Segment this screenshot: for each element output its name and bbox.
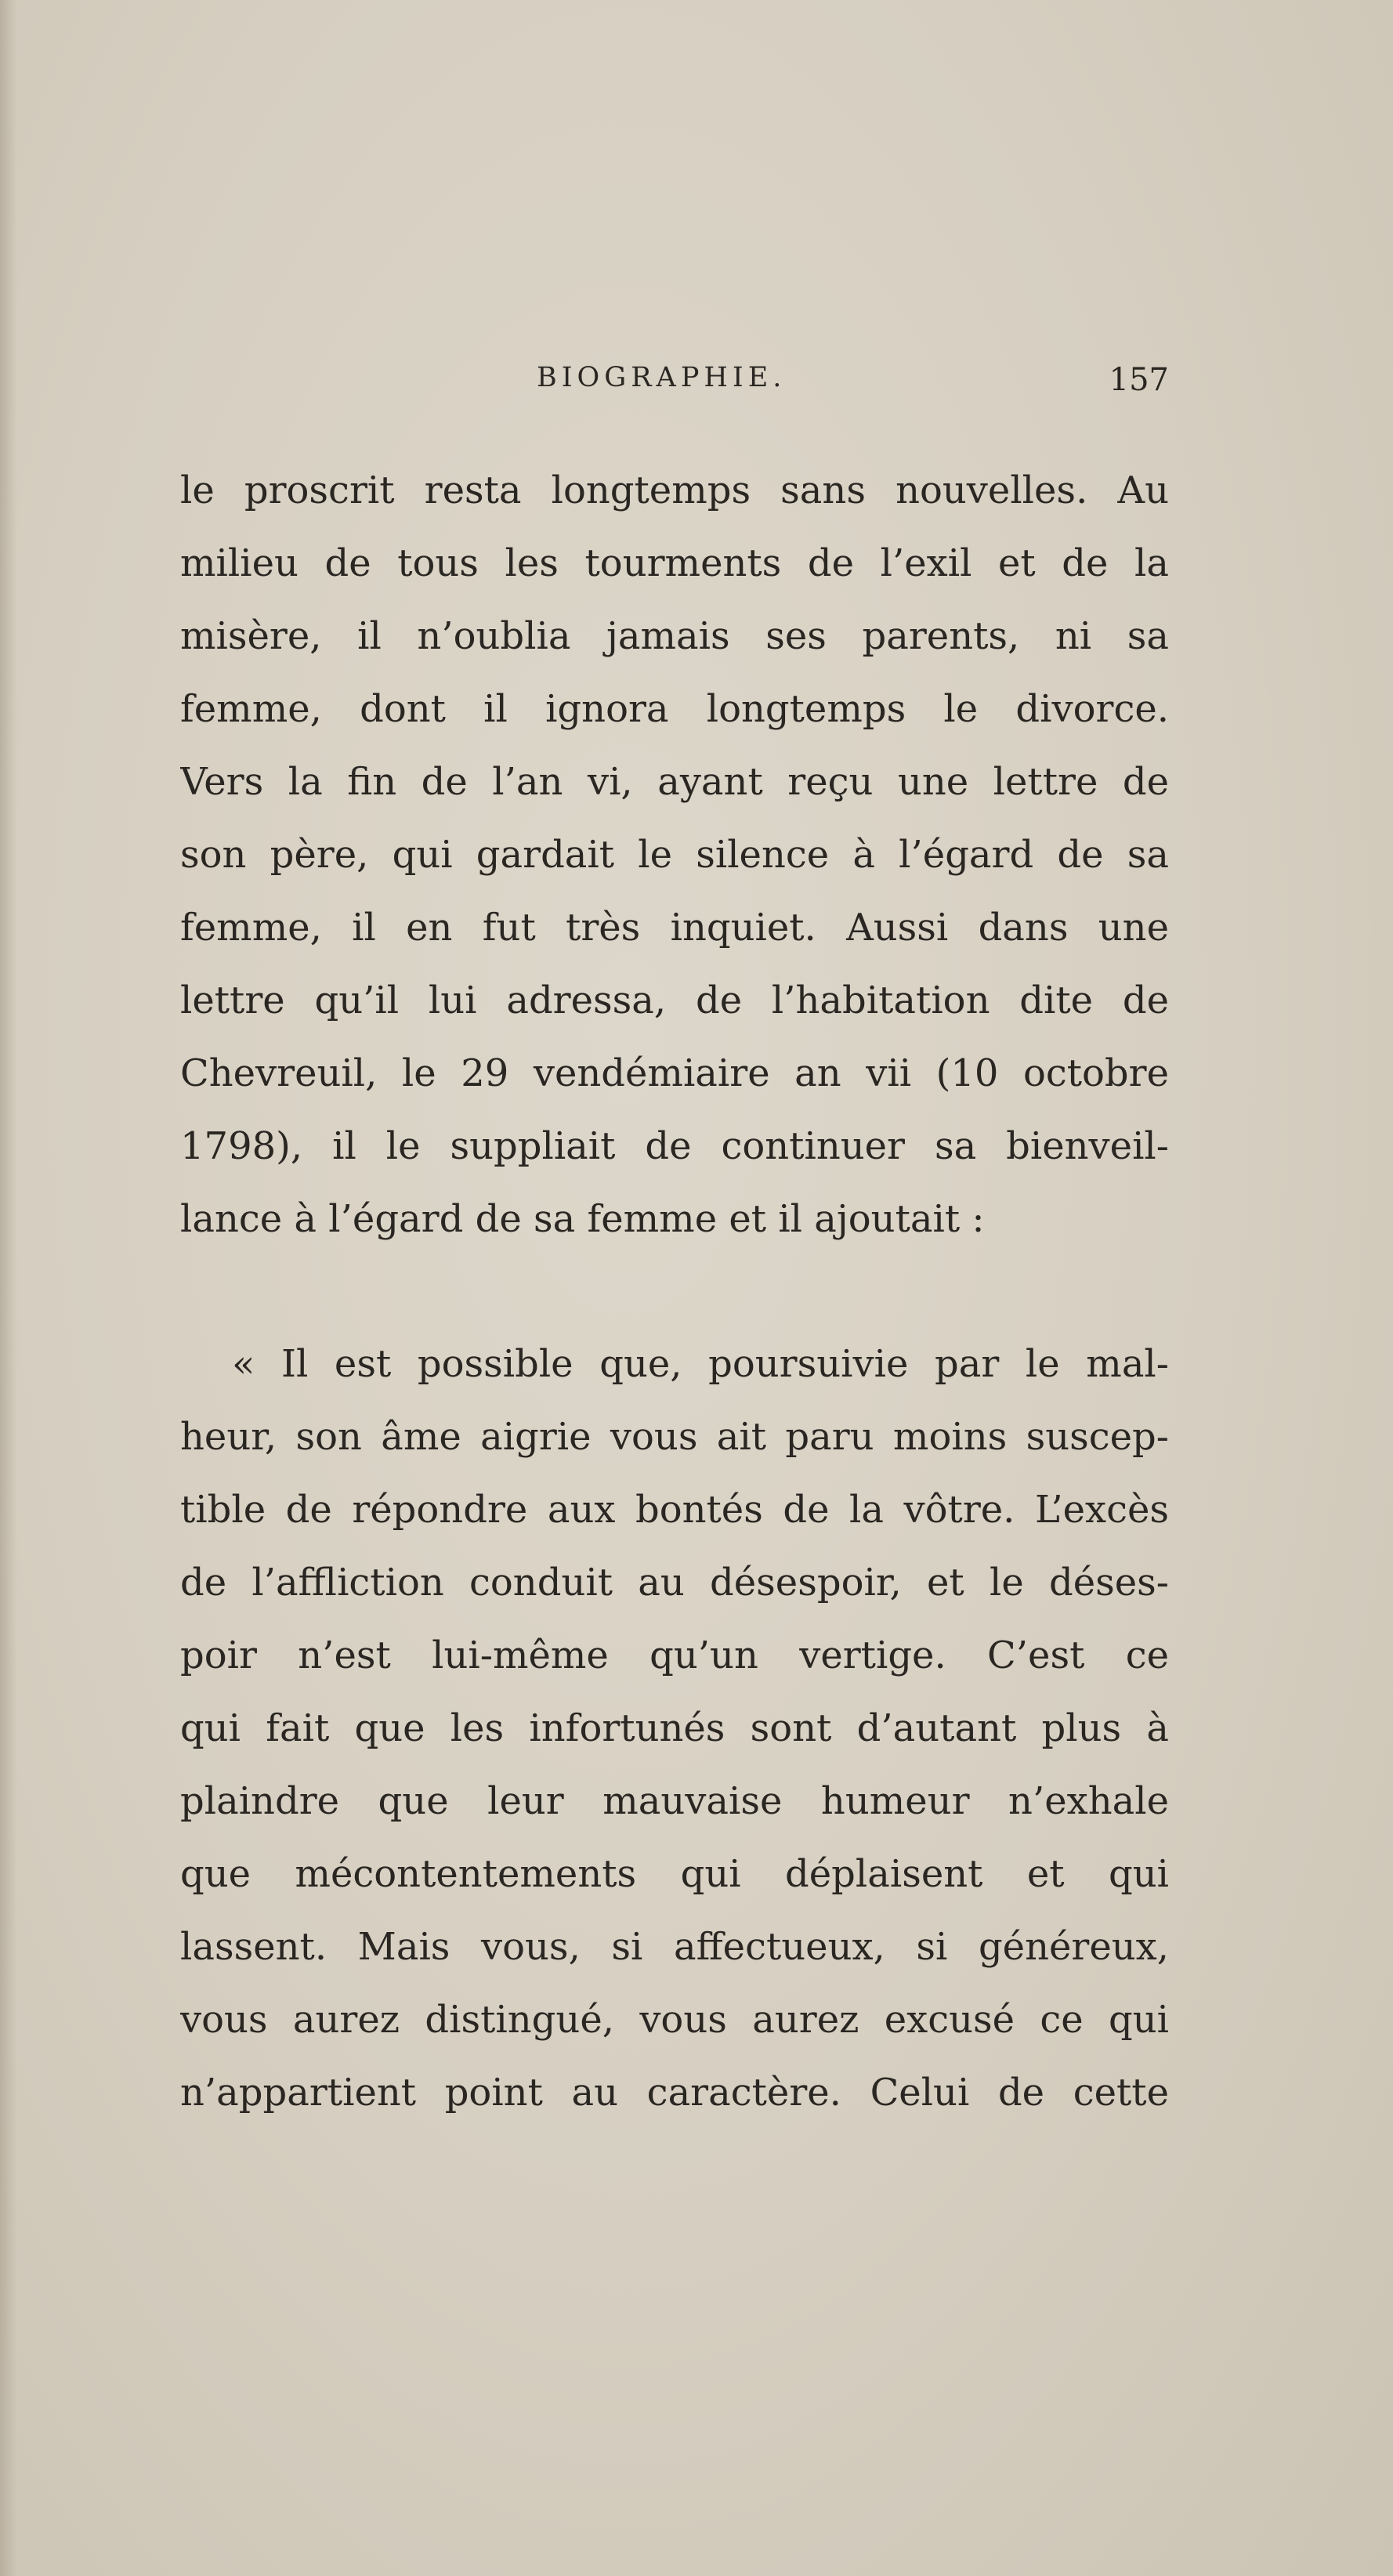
text-line: milieu de tous les tourments de l’exil et de la xyxy=(180,541,1169,585)
text-line: n’appartient point au caractère. Celui de cette xyxy=(180,2071,1169,2115)
text-line: femme, il en fut très inquiet. Aussi dans une xyxy=(180,906,1169,950)
text-line: le proscrit resta longtemps sans nouvelles. Au xyxy=(180,469,1169,512)
text-line: que mécontentements qui déplaisent et qui xyxy=(180,1852,1169,1896)
text-line: vous aurez distingué, vous aurez excusé ce qui xyxy=(180,1998,1169,2042)
text-line: « Il est possible que, poursuivie par le mal- xyxy=(232,1342,1169,1386)
text-line: misère, il n’oublia jamais ses parents, ni sa xyxy=(180,614,1169,658)
text-line: plaindre que leur mauvaise humeur n’exhale xyxy=(180,1779,1169,1823)
page-binding-shadow xyxy=(0,0,17,2576)
text-line: femme, dont il ignora longtemps le divorce. xyxy=(180,687,1169,731)
text-line: de l’affliction conduit au désespoir, et le déses- xyxy=(180,1561,1169,1605)
paragraph-narrative xyxy=(180,454,1169,1256)
text-line: lance à l’égard de sa femme et il ajoutait : xyxy=(180,1197,985,1241)
text-line: qui fait que les infortunés sont d’autant plus à xyxy=(180,1706,1169,1750)
text-line: Chevreuil, le 29 vendémiaire an vii (10 octobre xyxy=(180,1051,1169,1095)
text-line: poir n’est lui-même qu’un vertige. C’est ce xyxy=(180,1634,1169,1677)
text-line: 1798), il le suppliait de continuer sa bienveil- xyxy=(180,1124,1169,1168)
text-line: son père, qui gardait le silence à l’égard de sa xyxy=(180,833,1169,877)
text-line: lettre qu’il lui adressa, de l’habitation dite de xyxy=(180,979,1169,1022)
text-line: lassent. Mais vous, si affectueux, si généreux, xyxy=(180,1925,1169,1969)
text-line: heur, son âme aigrie vous ait paru moins suscep- xyxy=(180,1415,1169,1459)
running-head: BIOGRAPHIE. xyxy=(537,362,787,393)
paragraph-quotation xyxy=(180,1328,1169,2129)
page-header xyxy=(180,362,1169,409)
page-number: 157 xyxy=(1109,362,1169,398)
text-line: Vers la fin de l’an vi, ayant reçu une lettre de xyxy=(180,760,1169,804)
text-line: tible de répondre aux bontés de la vôtre. L’excès xyxy=(180,1488,1169,1532)
